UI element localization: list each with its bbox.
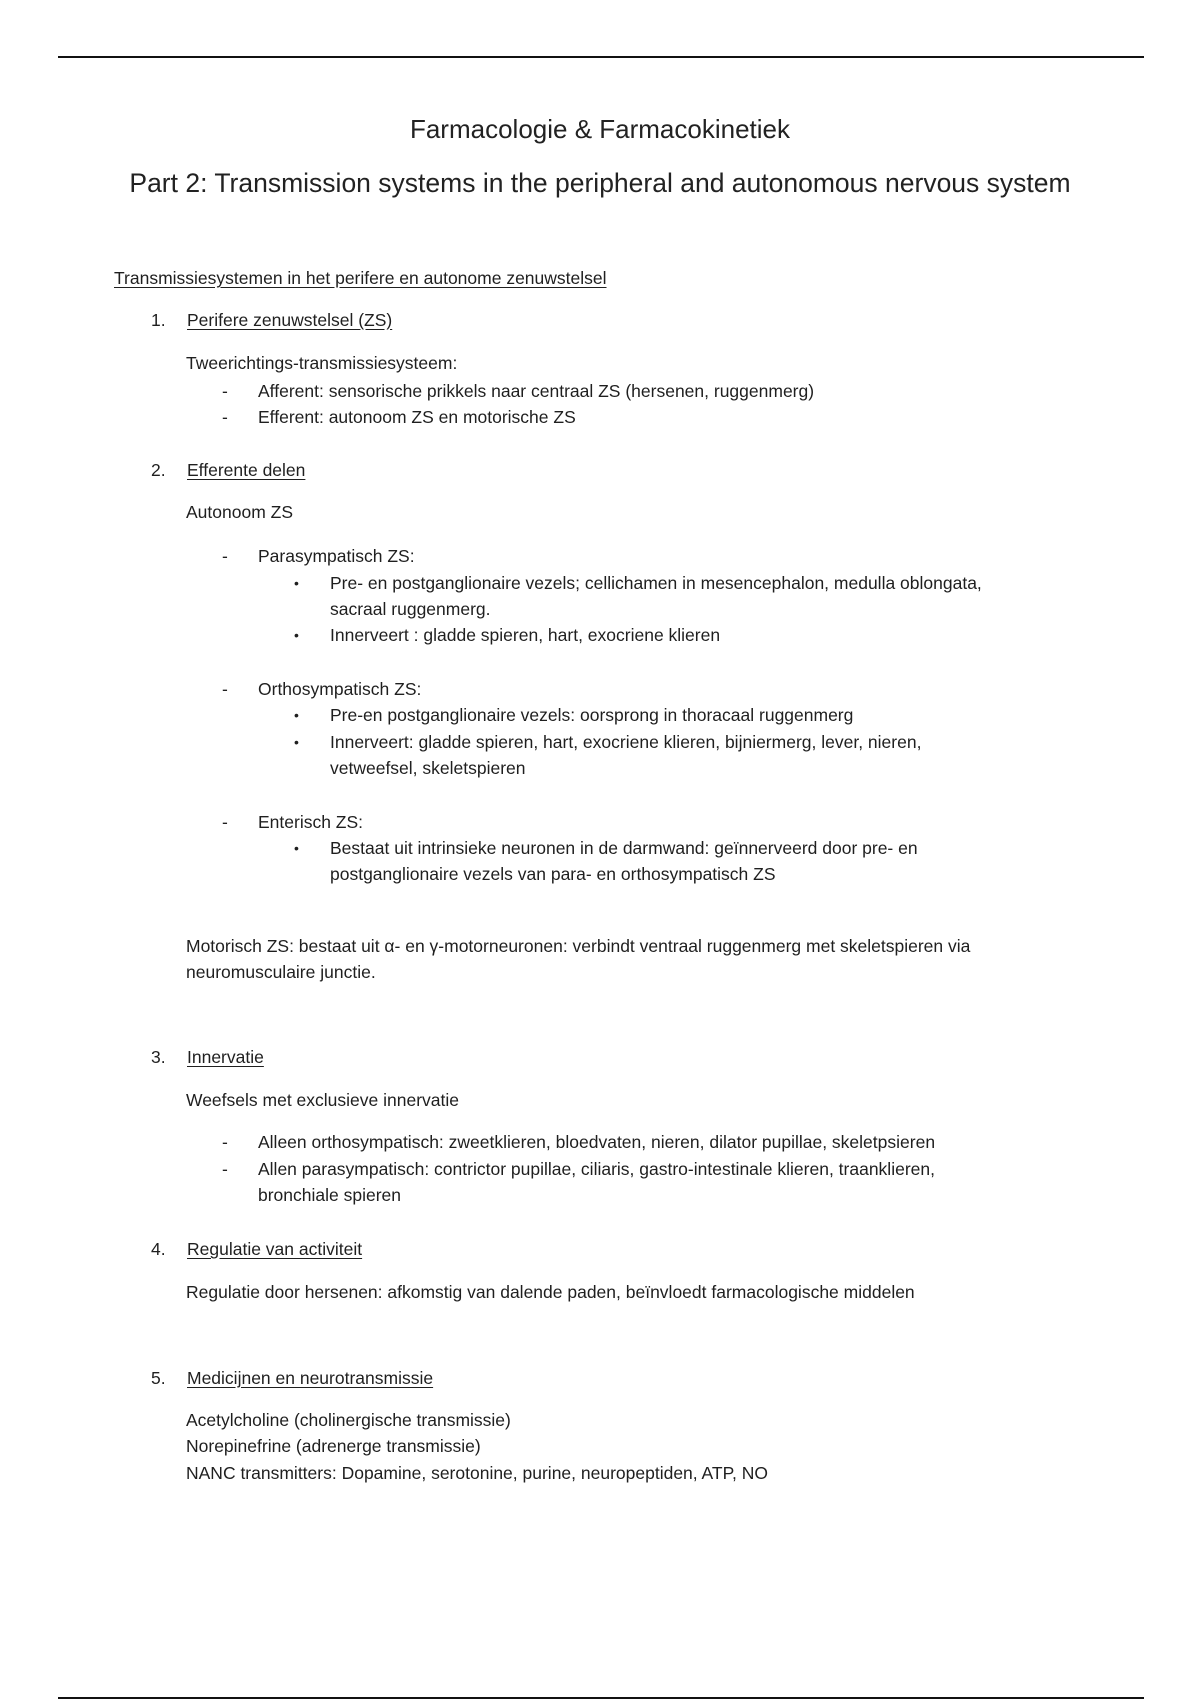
dash: - (222, 812, 228, 832)
document-title: Farmacologie & Farmacokinetiek (409, 114, 791, 144)
list-item-cont: sacraal ruggenmerg. (330, 599, 491, 619)
s5-number: 5. (151, 1368, 166, 1388)
s5-line: NANC transmitters: Dopamine, serotonine, purine, neuropeptiden, ATP, NO (186, 1463, 769, 1483)
dash: - (222, 381, 228, 401)
parasympathetic-label: Parasympatisch ZS: (258, 546, 415, 566)
s3-intro: Weefsels met exclusieve innervatie (186, 1090, 459, 1110)
dash: - (222, 407, 228, 427)
orthosympathetic-label: Orthosympatisch ZS: (258, 679, 422, 699)
s1-number: 1. (151, 310, 166, 330)
s3-number: 3. (151, 1047, 166, 1067)
s2-heading: Efferente delen (187, 460, 306, 480)
dash: - (222, 546, 228, 566)
s2-number: 2. (151, 460, 166, 480)
motor-text-cont: neuromusculaire junctie. (186, 962, 376, 982)
list-item-cont: vetweefsel, skeletspieren (330, 758, 526, 778)
bullet: • (294, 734, 299, 750)
s3-heading: Innervatie (187, 1047, 264, 1067)
list-item: Innerveert: gladde spieren, hart, exocriene klieren, bijniermerg, lever, nieren, (330, 732, 922, 752)
s5-heading: Medicijnen en neurotransmissie (187, 1368, 434, 1388)
dash: - (222, 1159, 228, 1179)
list-item: Alleen orthosympatisch: zweetklieren, bloedvaten, nieren, dilator pupillae, skeletpsieren (258, 1132, 936, 1152)
list-item: Pre- en postganglionaire vezels; cellichamen in mesencephalon, medulla oblongata, (330, 573, 982, 593)
bullet: • (294, 707, 299, 723)
s1-intro: Tweerichtings-transmissiesysteem: (186, 353, 458, 373)
section-heading: Transmissiesystemen in het perifere en autonome zenuwstelsel (114, 268, 607, 288)
bullet: • (294, 627, 299, 643)
list-item: Bestaat uit intrinsieke neuronen in de darmwand: geïnnerveerd door pre- en (330, 838, 918, 858)
bottom-rule (58, 1697, 1144, 1699)
list-item-cont: bronchiale spieren (258, 1185, 402, 1205)
list-item: Afferent: sensorische prikkels naar centraal ZS (hersenen, ruggenmerg) (258, 381, 815, 401)
list-item: Efferent: autonoom ZS en motorische ZS (258, 407, 576, 427)
enteric-label: Enterisch ZS: (258, 812, 364, 832)
s1-heading: Perifere zenuwstelsel (ZS) (187, 310, 393, 330)
document-subtitle: Part 2: Transmission systems in the peripheral and autonomous nervous system (129, 168, 1071, 198)
list-item-cont: postganglionaire vezels van para- en orthosympatisch ZS (330, 864, 776, 884)
motor-text: Motorisch ZS: bestaat uit α- en γ-motorneuronen: verbindt ventraal ruggenmerg met skeletspieren via (186, 936, 971, 956)
list-item: Innerveert : gladde spieren, hart, exocriene klieren (330, 625, 721, 645)
s4-heading: Regulatie van activiteit (187, 1239, 363, 1259)
s4-number: 4. (151, 1239, 166, 1259)
list-item: Allen parasympatisch: contrictor pupillae, ciliaris, gastro-intestinale klieren, traanklieren, (258, 1159, 935, 1179)
s4-text: Regulatie door hersenen: afkomstig van dalende paden, beïnvloedt farmacologische middelen (186, 1282, 915, 1302)
top-rule (58, 56, 1144, 58)
dash: - (222, 679, 228, 699)
list-item: Pre-en postganglionaire vezels: oorsprong in thoracaal ruggenmerg (330, 705, 854, 725)
s2-intro: Autonoom ZS (186, 502, 293, 522)
dash: - (222, 1132, 228, 1152)
s5-line: Norepinefrine (adrenerge transmissie) (186, 1436, 481, 1456)
bullet: • (294, 575, 299, 591)
bullet: • (294, 840, 299, 856)
s5-line: Acetylcholine (cholinergische transmissie) (186, 1410, 511, 1430)
